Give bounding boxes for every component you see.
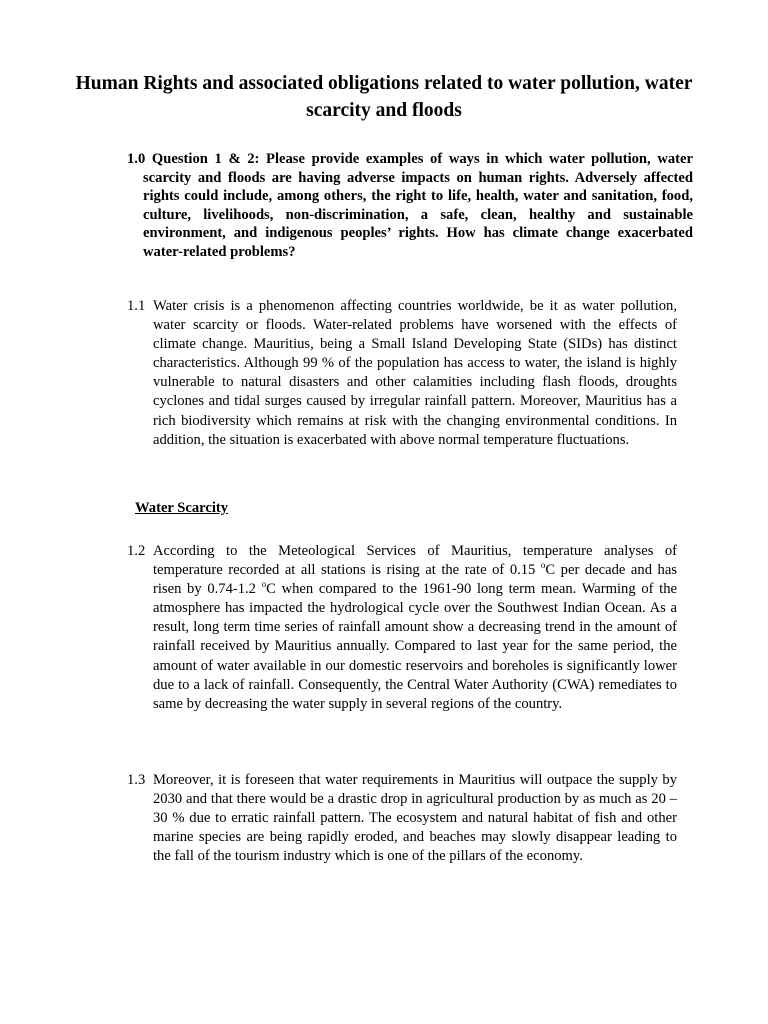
paragraph-text-part-b: C per decade and has risen by 0.74-1.2 [153, 562, 677, 598]
paragraph-text: Water crisis is a phenomenon affecting countries worldwide, be it as water pollution, water scarcity or floods. Water-related problems have worsened with the effects of climate change. Mauritius, being a Small Island Developing State (SIDs) has distinct characteristics. Although 99 % of the population has access to water, the island is highly vulnerable to natural disasters and other calamities including flash floods, droughts cyclones and tidal surges caused by irregular rainfall pattern. Moreover, Mauritius has a rich biodiversity which remains at risk with the changing environmental conditions. In addition, the situation is exacerbated with above normal temperature fluctuations. [153, 298, 677, 448]
question-number: 1.0 [127, 151, 146, 167]
section-heading-water-scarcity: Water Scarcity [135, 500, 229, 516]
paragraph-text-part-a: According to the Meteological Services of Mauritius, temperature analyses of temperature recorded at all stations is rising at the rate of 0.15 [153, 543, 677, 579]
degree-superscript: o [540, 560, 546, 571]
paragraph-1-1 [127, 297, 677, 450]
question-text: Question 1 & 2: Please provide examples of ways in which water pollution, water scarcity and floods are having adverse impacts on human rights. Adversely affected rights could include, among others, the right to life, health, water and sanitation, food, culture, livelihoods, non-discrimination, a safe, clean, healthy and sustainable environment, and indigenous peoples’ rights. How has climate change exacerbated water-related problems? [143, 151, 693, 260]
paragraph-number: 1.1 [127, 298, 146, 314]
document-title: Human Rights and associated obligations related to water pollution, water scarcity and floods [75, 73, 693, 121]
paragraph-text-part-c: C when compared to the 1961-90 long term mean. Warming of the atmosphere has impacted the hydrological cycle over the Southwest Indian Ocean. As a result, long term time series of rainfall amount show a decreasing trend in the amount of rainfall received by Mauritius annually. Compared to last year for the same period, the amount of water available in our domestic reservoirs and boreholes is significantly lower due to a lack of rainfall. Consequently, the Central Water Authority (CWA) remediates to same by decreasing the water supply in several regions of the country. [153, 581, 677, 712]
paragraph-text: Moreover, it is foreseen that water requirements in Mauritius will outpace the supply by 2030 and that there would be a drastic drop in agricultural production by as much as 20 – 30 % due to erratic rainfall pattern. The ecosystem and natural habitat of fish and other marine species are being rapidly eroded, and beaches may slowly disappear leading to the fall of the tourism industry which is one of the pillars of the economy. [153, 772, 677, 865]
degree-superscript: o [261, 579, 267, 590]
paragraph-number: 1.3 [127, 772, 146, 788]
paragraph-number: 1.2 [127, 543, 146, 559]
paragraph-1-3 [127, 771, 677, 866]
paragraph-1-2 [127, 542, 677, 714]
question-block [127, 150, 693, 262]
paragraph-text [153, 542, 677, 714]
